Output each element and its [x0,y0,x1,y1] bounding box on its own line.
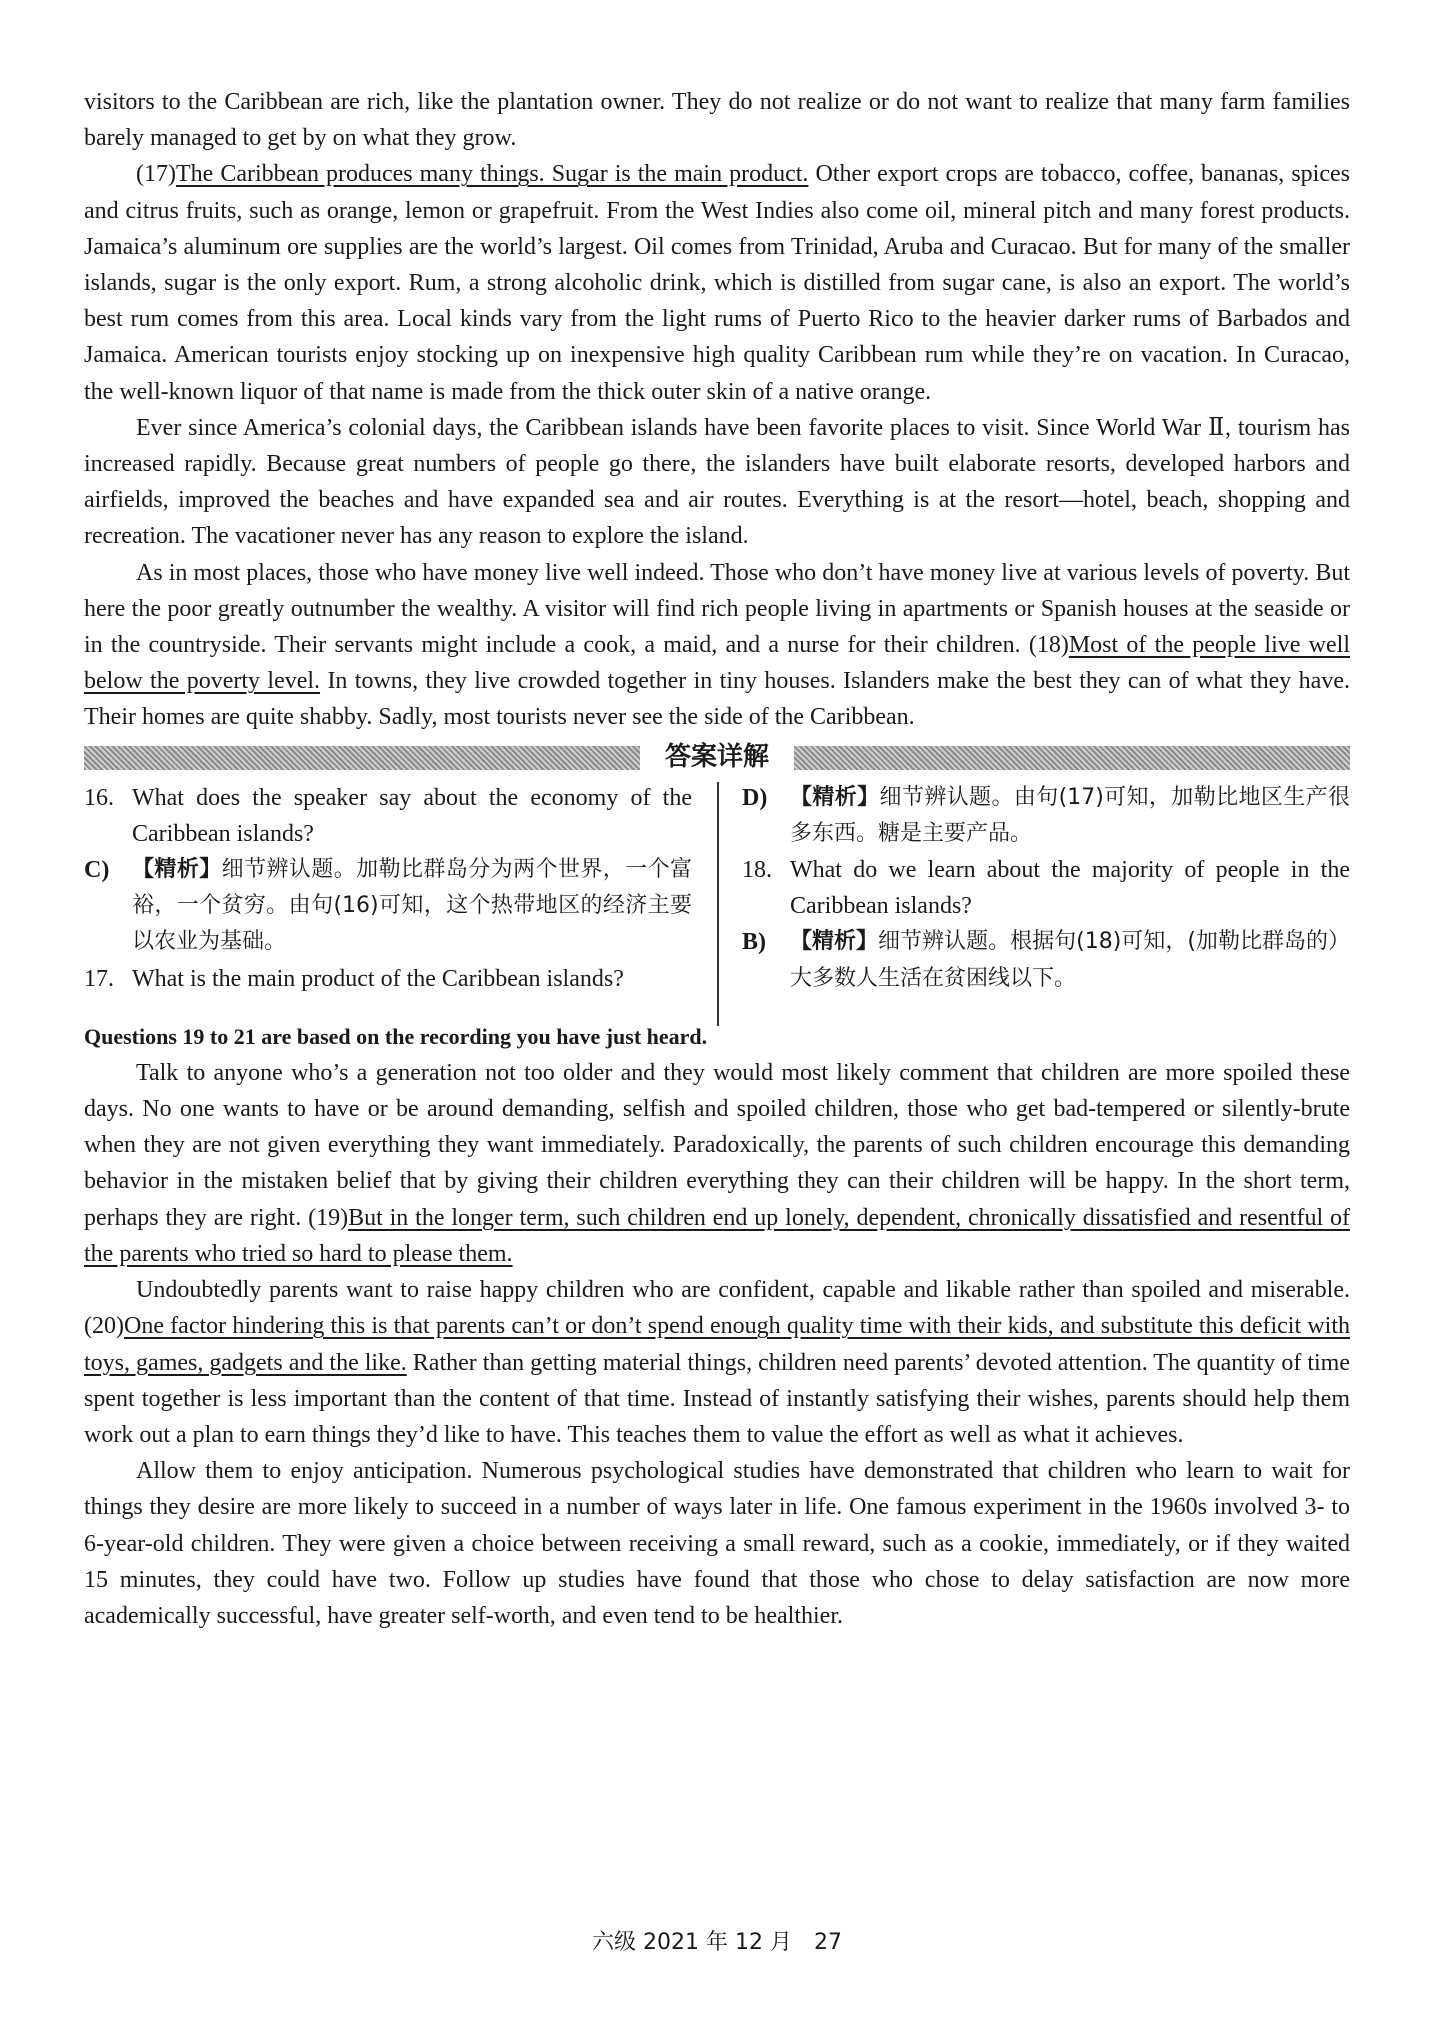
banner-band-left [84,746,640,770]
paragraph-17 [84,156,1350,409]
answer-columns [84,780,1350,997]
question-18 [742,852,1350,924]
answer-letter: B) [742,929,766,956]
answer-17 [742,780,1350,852]
analysis-tag: 【精析】 [790,929,879,955]
paragraph-tourism: Ever since America’s colonial days, the Caribbean islands have been favorite places to visit. Since World War Ⅱ, tourism has increased rapidly. Because great numbers of people go there, the islanders have built elaborate resorts, developed harbors and airfields, improved the beaches and have expanded sea and air routes. Everything is at the resort—hotel, beach, shopping and recreation. The vacationer never has any reason to explore the island. [84,414,1350,550]
sentence-marker-20: (20) [84,1313,124,1340]
sentence-marker-18: (18) [1028,632,1069,659]
question-text: What does the speaker say about the economy of the Caribbean islands? [132,784,692,847]
analysis-text: 细节辨认题。根据句(18)可知，(加勒比群岛的）大多数人生活在贫困线以下。 [790,929,1350,991]
paragraph-19-intro: Talk to anyone who’s a generation not too older and they would most likely comment that children are more spoiled these days. No one wants to have or be around demanding, selfish and spoiled children, those who get bad-tempered or silently-brute when they are not given everything they want immediately. Paradoxically, the parents of such children encourage this demanding behavior in the mistaken belief that by giving their children everything they can their children will be happy. In the short term, perhaps they are right. [84,1059,1350,1231]
question-17 [84,961,692,997]
paragraph-18 [84,555,1350,736]
paragraph-18-intro: As in most places, those who have money live well indeed. Those who don’t have money live at various levels of poverty. But here the poor greatly outnumber the wealthy. A visitor will find rich people living in apartments or Spanish houses at the seaside or in the countryside. Their servants might include a cook, a maid, and a nurse for their children. [84,559,1350,659]
analysis-tag: 【精析】 [132,857,222,883]
answer-banner [84,740,1350,774]
page-content [84,84,1350,1634]
underlined-sentence-19: But in the longer term, such children end up lonely, dependent, chronically dissatisfied and resentful of the parents who tried so hard to please them. [84,1204,1350,1267]
banner-band-right [794,746,1350,770]
answer-16 [84,852,692,961]
analysis-tag: 【精析】 [790,784,880,810]
answer-18 [742,924,1350,996]
analysis-text: 细节辨认题。加勒比群岛分为两个世界，一个富裕，一个贫穷。由句(16)可知，这个热带地区的经济主要以农业为基础。 [132,857,692,955]
answer-column-right [742,780,1350,997]
question-text: What is the main product of the Caribbean islands? [132,965,624,992]
page-footer: 六级 2021 年 12 月 27 [592,1930,842,1955]
paragraph-17-rest: Other export crops are tobacco, coffee, bananas, spices and citrus fruits, such as orange, lemon or grapefruit. From the West Indies also come oil, mineral pitch and many forest products. Jamaica’s aluminum ore supplies are the world’s largest. Oil comes from Trinidad, Aruba and Curacao. But for many of the smaller islands, sugar is the only export. Rum, a strong alcoholic drink, which is distilled from sugar cane, is also an export. The world’s best rum comes from this area. Local kinds vary from the light rums of Puerto Rico to the heavier darker rums of Barbados and Jamaica. American tourists enjoy stocking up on inexpensive high quality Caribbean rum while they’re on vacation. In Curacao, the well-known liquor of that name is made from the thick outer skin of a native orange. [84,161,1350,405]
question-16 [84,780,692,852]
sentence-marker-17: (17) [136,161,176,188]
questions-header: Questions 19 to 21 are based on the recording you have just heard. [84,1023,708,1049]
paragraph-18-rest: In towns, they live crowded together in tiny houses. Islanders make the best they can of what they have. Their homes are quite shabby. Sadly, most tourists never see the side of the Caribbean. [84,668,1350,731]
column-divider [717,782,719,1026]
question-text: What do we learn about the majority of people in the Caribbean islands? [790,857,1350,920]
answer-letter: D) [742,784,768,811]
question-number: 16. [84,784,114,811]
question-number: 18. [742,857,772,884]
paragraph-continuation: visitors to the Caribbean are rich, like the plantation owner. They do not realize or do not want to realize that many farm families barely managed to get by on what they grow. [84,89,1350,152]
sentence-marker-19: (19) [308,1204,349,1231]
question-number: 17. [84,965,114,992]
paragraph-anticipation: Allow them to enjoy anticipation. Numerous psychological studies have demonstrated that children who learn to wait for things they desire are more likely to succeed in a number of ways later in life. One famous experiment in the 1960s involved 3- to 6-year-old children. They were given a choice between receiving a small reward, such as a cookie, immediately, or if they waited 15 minutes, they could have two. Follow up studies have found that those who chose to delay satisfaction are now more academically successful, have greater self-worth, and even tend to be healthier. [84,1458,1350,1629]
paragraph-20 [84,1272,1350,1453]
underlined-sentence-18: Most of the people live well below the poverty level. [84,632,1350,695]
answer-letter: C) [84,857,110,884]
paragraph-20-intro: Undoubtedly parents want to raise happy children who are confident, capable and likable rather than spoiled and miserable. [136,1277,1350,1304]
banner-title: 答案详解 [664,741,769,772]
paragraph-20-rest: Rather than getting material things, children need parents’ devoted attention. The quantity of time spent together is less important than the content of that time. Instead of instantly satisfying their wishes, parents should help them work out a plan to earn things they’d like to have. This teaches them to value the effort as well as what it achieves. [84,1349,1350,1448]
paragraph-19 [84,1055,1350,1272]
underlined-sentence-20: One factor hindering this is that parents can’t or don’t spend enough quality time with their kids, and substitute this deficit with toys, games, gadgets and the like. [84,1313,1350,1376]
underlined-sentence-17: The Caribbean produces many things. Sugar is the main product. [175,161,809,188]
answer-column-left [84,780,692,997]
analysis-text: 细节辨认题。由句(17)可知，加勒比地区生产很多东西。糖是主要产品。 [790,784,1350,846]
